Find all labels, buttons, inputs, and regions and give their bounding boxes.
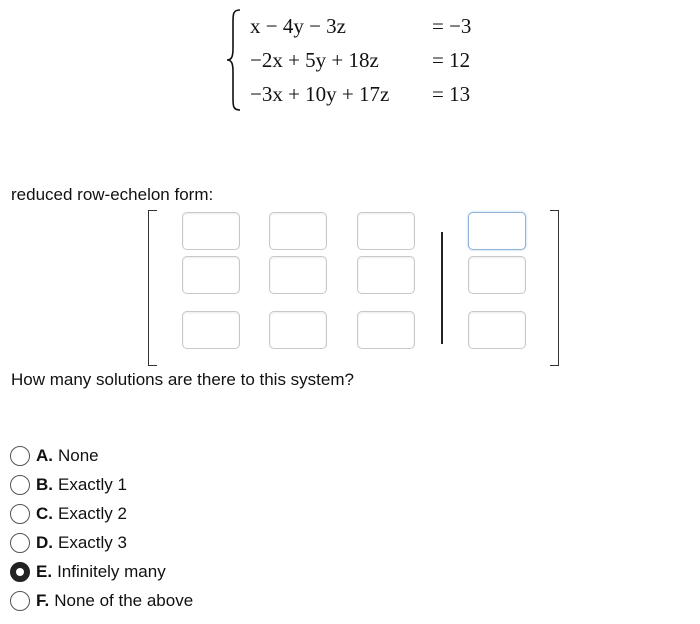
option-text: None of the above bbox=[54, 590, 194, 610]
option-e[interactable] bbox=[10, 557, 193, 586]
option-letter: D. bbox=[36, 532, 53, 552]
option-text: Exactly 2 bbox=[58, 503, 127, 523]
equation-lhs: −3x + 10y + 17z bbox=[250, 82, 390, 106]
equation-system bbox=[226, 8, 486, 112]
option-text: Exactly 3 bbox=[58, 532, 127, 552]
radio-button[interactable] bbox=[10, 533, 30, 553]
matrix-cell-r1-c4[interactable] bbox=[468, 212, 526, 250]
option-f[interactable] bbox=[10, 586, 193, 615]
radio-button[interactable] bbox=[10, 591, 30, 611]
matrix-cell-r2-c4[interactable] bbox=[468, 256, 526, 294]
equation-rhs: = 12 bbox=[432, 48, 471, 72]
option-letter: A. bbox=[36, 445, 53, 465]
equation-lhs: −2x + 5y + 18z bbox=[250, 48, 379, 72]
radio-button[interactable] bbox=[10, 475, 30, 495]
option-text: None bbox=[58, 445, 99, 465]
equation-rhs: = −3 bbox=[432, 14, 472, 38]
matrix-cell-r1-c2[interactable] bbox=[269, 212, 327, 250]
matrix-cell-r2-c1[interactable] bbox=[182, 256, 240, 294]
matrix-cell-r3-c1[interactable] bbox=[182, 311, 240, 349]
option-letter: F. bbox=[36, 590, 50, 610]
equation-lhs: x − 4y − 3z bbox=[250, 14, 347, 38]
option-c[interactable] bbox=[10, 499, 193, 528]
option-b[interactable] bbox=[10, 470, 193, 499]
question-text: How many solutions are there to this system? bbox=[11, 370, 354, 389]
matrix-cell-r2-c2[interactable] bbox=[269, 256, 327, 294]
option-letter: C. bbox=[36, 503, 53, 523]
matrix-cell-r3-c3[interactable] bbox=[357, 311, 415, 349]
radio-button[interactable] bbox=[10, 562, 30, 582]
answer-options bbox=[10, 441, 193, 615]
option-text: Infinitely many bbox=[57, 561, 166, 581]
matrix-cell-r2-c3[interactable] bbox=[357, 256, 415, 294]
rref-label: reduced row-echelon form: bbox=[11, 185, 214, 204]
matrix-cell-r3-c4[interactable] bbox=[468, 311, 526, 349]
augment-divider bbox=[441, 232, 443, 344]
radio-button[interactable] bbox=[10, 504, 30, 524]
matrix-cell-r1-c3[interactable] bbox=[357, 212, 415, 250]
augmented-matrix bbox=[144, 210, 562, 366]
equation-rhs: = 13 bbox=[432, 82, 471, 106]
option-text: Exactly 1 bbox=[58, 474, 127, 494]
matrix-cell-r3-c2[interactable] bbox=[269, 311, 327, 349]
left-brace-icon bbox=[226, 8, 242, 112]
matrix-right-bracket bbox=[550, 210, 559, 366]
radio-button[interactable] bbox=[10, 446, 30, 466]
option-d[interactable] bbox=[10, 528, 193, 557]
option-a[interactable] bbox=[10, 441, 193, 470]
option-letter: E. bbox=[36, 561, 53, 581]
matrix-cell-r1-c1[interactable] bbox=[182, 212, 240, 250]
matrix-left-bracket bbox=[148, 210, 157, 366]
option-letter: B. bbox=[36, 474, 53, 494]
